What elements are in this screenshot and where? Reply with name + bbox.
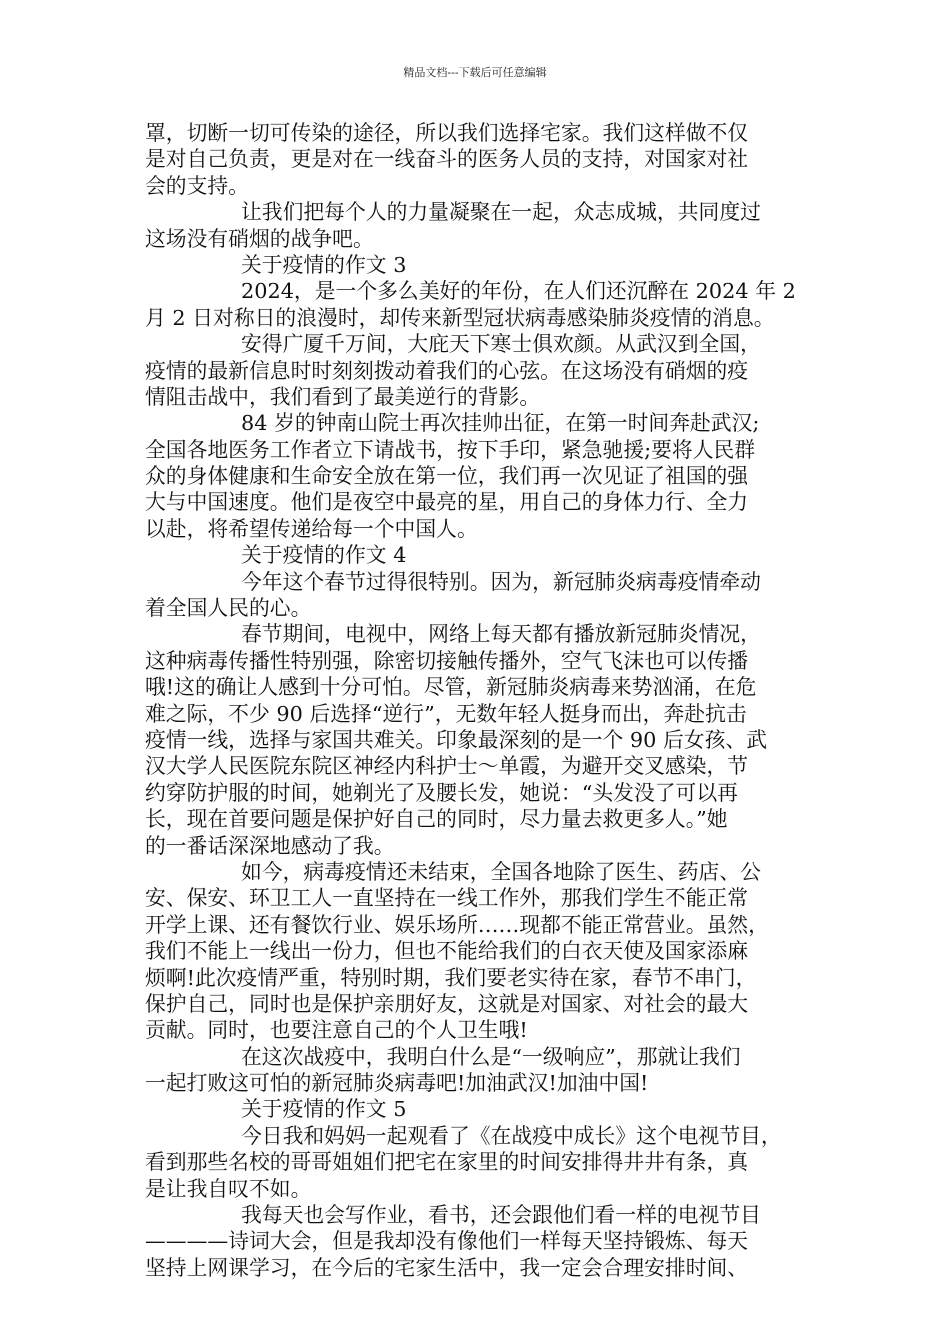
text-line: 关于疫情的作文 4 <box>241 543 407 568</box>
text-line: ————诗词大会，但是我却没有像他们一样每天坚持锻炼、每天 <box>145 1229 749 1254</box>
text-line: 长，现在首要问题是保护好自己的同时，尽力量去救更多人。”她 <box>145 807 728 832</box>
text-line: 在这次战疫中，我明白什么是“一级响应”，那就让我们 <box>241 1044 741 1069</box>
text-line: 众的身体健康和生命安全放在第一位，我们再一次见证了祖国的强 <box>145 464 749 489</box>
text-line: 84 岁的钟南山院士再次挂帅出征，在第一时间奔赴武汉; <box>241 411 760 436</box>
text-line: 这场没有硝烟的战争吧。 <box>145 226 374 251</box>
text-line: 今年这个春节过得很特别。因为，新冠肺炎病毒疫情牵动 <box>241 569 761 594</box>
text-line: 我们不能上一线出一份力，但也不能给我们的白衣天使及国家添麻 <box>145 939 749 964</box>
text-line: 的一番话深深地感动了我。 <box>145 833 395 858</box>
text-line: 今日我和妈妈一起观看了《在战疫中成长》这个电视节目， <box>241 1123 782 1148</box>
text-line: 是对自己负责，更是对在一线奋斗的医务人员的支持，对国家对社 <box>145 147 749 172</box>
text-line: 贡献。同时，也要注意自己的个人卫生哦! <box>145 1018 528 1043</box>
text-line: 难之际，不少 90 后选择“逆行”，无数年轻人挺身而出，奔赴抗击 <box>145 701 747 726</box>
text-line: 我每天也会写作业，看书，还会跟他们看一样的电视节目 <box>241 1203 761 1228</box>
text-line: 约穿防护服的时间，她剃光了及腰长发，她说：“头发没了可以再 <box>145 780 738 805</box>
text-line: 坚持上网课学习，在今后的宅家生活中，我一定会合理安排时间、 <box>145 1255 749 1280</box>
text-line: 关于疫情的作文 3 <box>241 252 407 277</box>
text-line: 烦啊!此次疫情严重，特别时期，我们要老实待在家，春节不串门， <box>145 965 757 990</box>
text-line: 这种病毒传播性特别强，除密切接触传播外，空气飞沫也可以传播 <box>145 648 749 673</box>
text-line: 大与中国速度。他们是夜空中最亮的星，用自己的身体力行、全力 <box>145 490 749 515</box>
text-line: 汉大学人民医院东院区神经内科护士～单霞，为避开交叉感染，节 <box>145 754 749 779</box>
text-line: 安得广厦千万间，大庇天下寒士俱欢颜。从武汉到全国， <box>241 332 761 357</box>
text-line: 春节期间，电视中，网络上每天都有播放新冠肺炎情况， <box>241 622 761 647</box>
text-line: 一起打败这可怕的新冠肺炎病毒吧!加油武汉!加油中国! <box>145 1071 649 1096</box>
text-line: 如今，病毒疫情还未结束，全国各地除了医生、药店、公 <box>241 859 761 884</box>
text-line: 2024，是一个多么美好的年份，在人们还沉醉在 2024 年 2 <box>241 279 796 304</box>
document-body <box>145 120 821 1281</box>
text-line: 全国各地医务工作者立下请战书，按下手印，紧急驰援;要将人民群 <box>145 437 756 462</box>
text-line: 哦!这的确让人感到十分可怕。尽管，新冠肺炎病毒来势汹涌，在危 <box>145 675 757 700</box>
page-header: 精品文档---下载后可任意编辑 <box>403 66 547 79</box>
text-line: 是让我自叹不如。 <box>145 1176 312 1201</box>
text-line: 保护自己，同时也是保护亲朋好友，这就是对国家、对社会的最大 <box>145 991 749 1016</box>
text-line: 疫情的最新信息时时刻刻拨动着我们的心弦。在这场没有硝烟的疫 <box>145 358 749 383</box>
text-line: 安、保安、环卫工人一直坚持在一线工作外，那我们学生不能正常 <box>145 886 749 911</box>
text-line: 看到那些名校的哥哥姐姐们把宅在家里的时间安排得井井有条，真 <box>145 1150 749 1175</box>
text-line: 罩，切断一切可传染的途径，所以我们选择宅家。我们这样做不仅 <box>145 121 749 145</box>
text-line: 着全国人民的心。 <box>145 596 312 621</box>
text-line: 情阻击战中，我们看到了最美逆行的背影。 <box>145 384 541 409</box>
text-line: 以赴，将希望传递给每一个中国人。 <box>145 516 478 541</box>
text-line: 关于疫情的作文 5 <box>241 1097 407 1122</box>
text-line: 会的支持。 <box>145 173 249 198</box>
text-line: 月 2 日对称日的浪漫时，却传来新型冠状病毒感染肺炎疫情的消息。 <box>145 305 775 330</box>
text-line: 开学上课、还有餐饮行业、娱乐场所……现都不能正常营业。虽然， <box>145 912 769 937</box>
text-line: 疫情一线，选择与家国共难关。印象最深刻的是一个 90 后女孩、武 <box>145 727 767 752</box>
text-line: 让我们把每个人的力量凝聚在一起，众志成城，共同度过 <box>241 200 761 225</box>
